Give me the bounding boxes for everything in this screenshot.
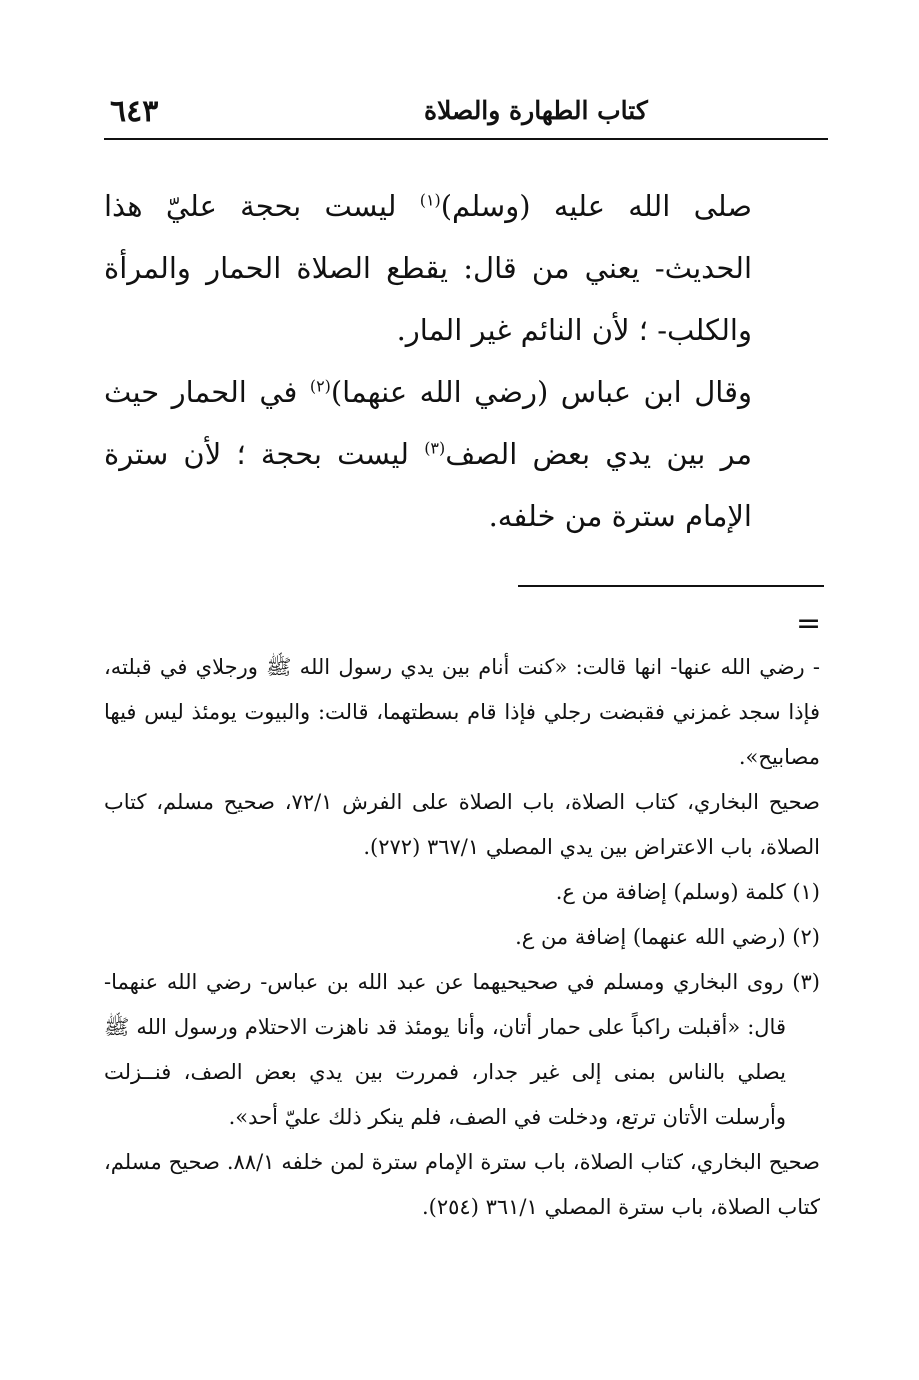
footnote-3-source: صحيح البخاري، كتاب الصلاة، باب سترة الإمام سترة لمن خلفه ٨٨/١. صحيح مسلم، كتاب الصلاة، باب سترة المصلي ٣٦١/١ (٢٥٤).: [104, 1150, 821, 1219]
paragraph-2: [104, 361, 752, 547]
page-header: [104, 92, 828, 132]
paragraph-1: [104, 175, 752, 361]
paragraph-1-rest: ليست بحجة عليّ هذا الحديث- يعني من قال: يقطع الصلاة الحمار والمرأة والكلب- ؛ لأن النائم غير المار.: [104, 189, 752, 347]
running-title: كتاب الطهارة والصلاة: [424, 96, 648, 125]
footnote-ref-1: (١): [419, 190, 441, 210]
header-rule: [104, 138, 828, 140]
footnote-separator: [518, 585, 824, 587]
footnote-continued-text: - رضي الله عنها- انها قالت: «كنت أنام بين يدي رسول الله ﷺ ورجلاي في قبلته، فإذا سجد غمزني فقبضت رجلي فإذا قام بسطتهما، قالت: والبيوت يومئذ ليس فيها مصابيح».: [104, 655, 820, 769]
paragraph-2-start: وقال ابن عباس (رضي الله عنهما): [330, 375, 752, 409]
footnote-ref-3: (٣): [424, 438, 446, 458]
main-text: [104, 175, 752, 547]
paragraph-2-rest: ليست بحجة ؛ لأن سترة الإمام سترة من خلفه.: [104, 437, 752, 533]
footnote-1: (١) كلمة (وسلم) إضافة من ع.: [555, 880, 820, 904]
page-number: ٦٤٣: [110, 94, 159, 129]
footnote-continued-source: صحيح البخاري، كتاب الصلاة، باب الصلاة على الفرش ٧٢/١، صحيح مسلم، كتاب الصلاة، باب الاعتراض بين يدي المصلي ٣٦٧/١ (٢٧٢).: [104, 790, 820, 859]
continuation-mark: =: [796, 606, 822, 641]
footnotes: [104, 645, 820, 1230]
paragraph-1-start: صلى الله عليه (وسلم): [440, 189, 752, 223]
footnote-ref-2: (٢): [309, 376, 331, 396]
paragraph-2-mid: في الحمار حيث مر بين يدي بعض الصف: [104, 375, 752, 471]
footnote-3: (٣) روى البخاري ومسلم في صحيحيهما عن عبد الله بن عباس- رضي الله عنهما- قال: «أقبلت راكباً على حمار أتان، وأنا يومئذ قد ناهزت الاحتلام ورسول الله ﷺ يصلي بالناس بمنى إلى غير جدار، فمررت بين يدي بعض الصف، فنــزلت وأرسلت الأتان ترتع، ودخلت في الصف، فلم ينكر ذلك عليّ أحد».: [104, 970, 820, 1129]
footnote-2: (٢) (رضي الله عنهما) إضافة من ع.: [515, 925, 820, 949]
